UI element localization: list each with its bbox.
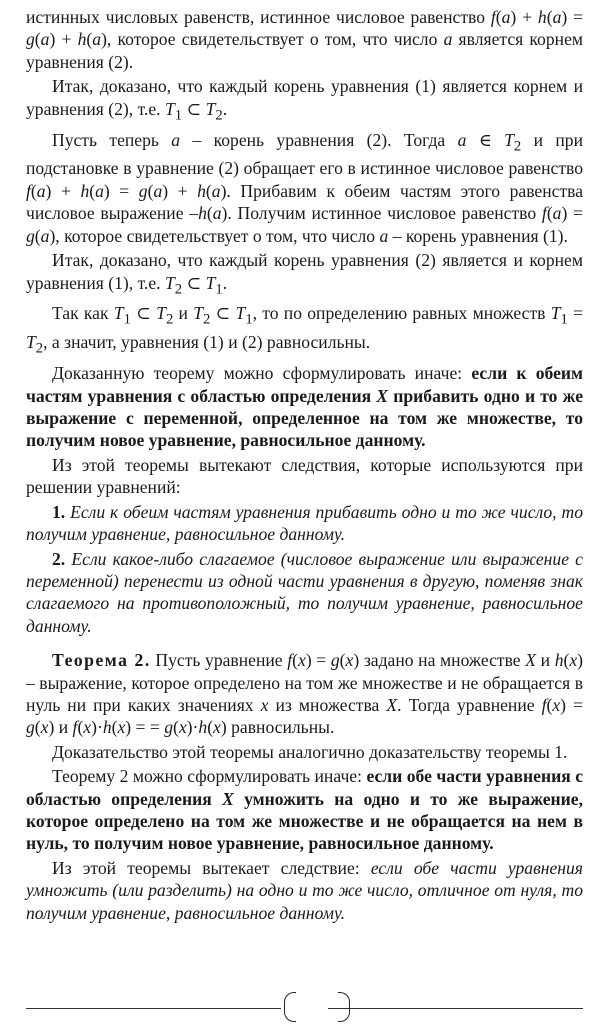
footer-rule-left bbox=[26, 1008, 281, 1009]
footer-rule-right bbox=[328, 1008, 583, 1009]
paragraph: Доказанную теорему можно сформулировать иначе: если к обеим частям уравнения с областью определения X прибавить одно и то же выражение с переменной, определенное на том же множестве, то получим новое уравнение, равносильное данному. bbox=[26, 363, 583, 451]
page-footer-ornament bbox=[26, 990, 583, 1026]
paragraph: 2. Если какое-либо слагаемое (числовое выражение или выражение с переменной) перенести из одной части уравнения в другую, поменяв знак слагаемого на противоположный, то получим уравнение, равносильное данному. bbox=[26, 548, 583, 636]
paragraph: Итак, доказано, что каждый корень уравнения (2) является и корнем уравнения (1), т.е. $T_2$ ⊂ $T_1$. bbox=[26, 250, 583, 298]
paragraph: Из этой теоремы вытекает следствие: если обе части уравнения умножить (или разделить) на одно и то же число, отличное от нуля, то получим уравнение, равносильное данному. bbox=[26, 857, 583, 923]
paragraph: Так как $T_1$ ⊂ $T_2$ и $T_2$ ⊂ $T_1$, то по определению равных множеств $T_1 = T_2$, а значит, уравнения (1) и (2) равносильны. bbox=[26, 303, 584, 357]
section-gap bbox=[26, 639, 583, 649]
paragraph: истинных числовых равенств, истинное числовое равенство f(a) + h(a) = g(a) + h(a), которое свидетельствует о том, что число a является корнем уравнения (2). bbox=[26, 7, 584, 72]
bracket-left-icon bbox=[284, 992, 296, 1022]
paragraph: Из этой теоремы вытекают следствия, которые используются при решении уравнений: bbox=[26, 454, 583, 498]
paragraph: Теорема 2. Пусть уравнение f(x) = g(x) задано на множестве X и h(x) – выражение, которое определено на том же множестве и не обращается в нуль ни при каких значениях x из множества X. Тогда уравнение f(x) = g(x) и f(x)·h(x) = = g(x)·h(x) равносильны. bbox=[26, 650, 584, 738]
bracket-right-icon bbox=[338, 992, 350, 1022]
paragraph: Итак, доказано, что каждый корень уравнения (1) является корнем и уравнения (2), т.е. $T_1$ ⊂ $T_2$. bbox=[26, 76, 583, 124]
paragraph: Пусть теперь a – корень уравнения (2). Тогда a ∈ $T_2$ и при подстановке в уравнение (2) обращает его в истинное числовое равенство f(a) + h(a) = g(a) + h(a). Прибавим к обеим частям этого равенства числовое выражение –h(a). Получим истинное числовое равенство f(a) = g(a), которое свидетельствует о том, что число a – корень уравнения (1). bbox=[26, 129, 584, 246]
page-text bbox=[26, 6, 583, 924]
paragraph: Теорему 2 можно сформулировать иначе: если обе части уравнения с областью определения X умножить на одно и то же выражение, которое определено на том же множестве и не обращается на нем в нуль, то получим новое уравнение, равносильное данному. bbox=[26, 766, 584, 854]
paragraph: 1. Если к обеим частям уравнения прибавить одно и то же число, то получим уравнение, равносильное данному. bbox=[26, 501, 583, 545]
paragraph: Доказательство этой теоремы аналогично доказательству теоремы 1. bbox=[52, 741, 568, 762]
